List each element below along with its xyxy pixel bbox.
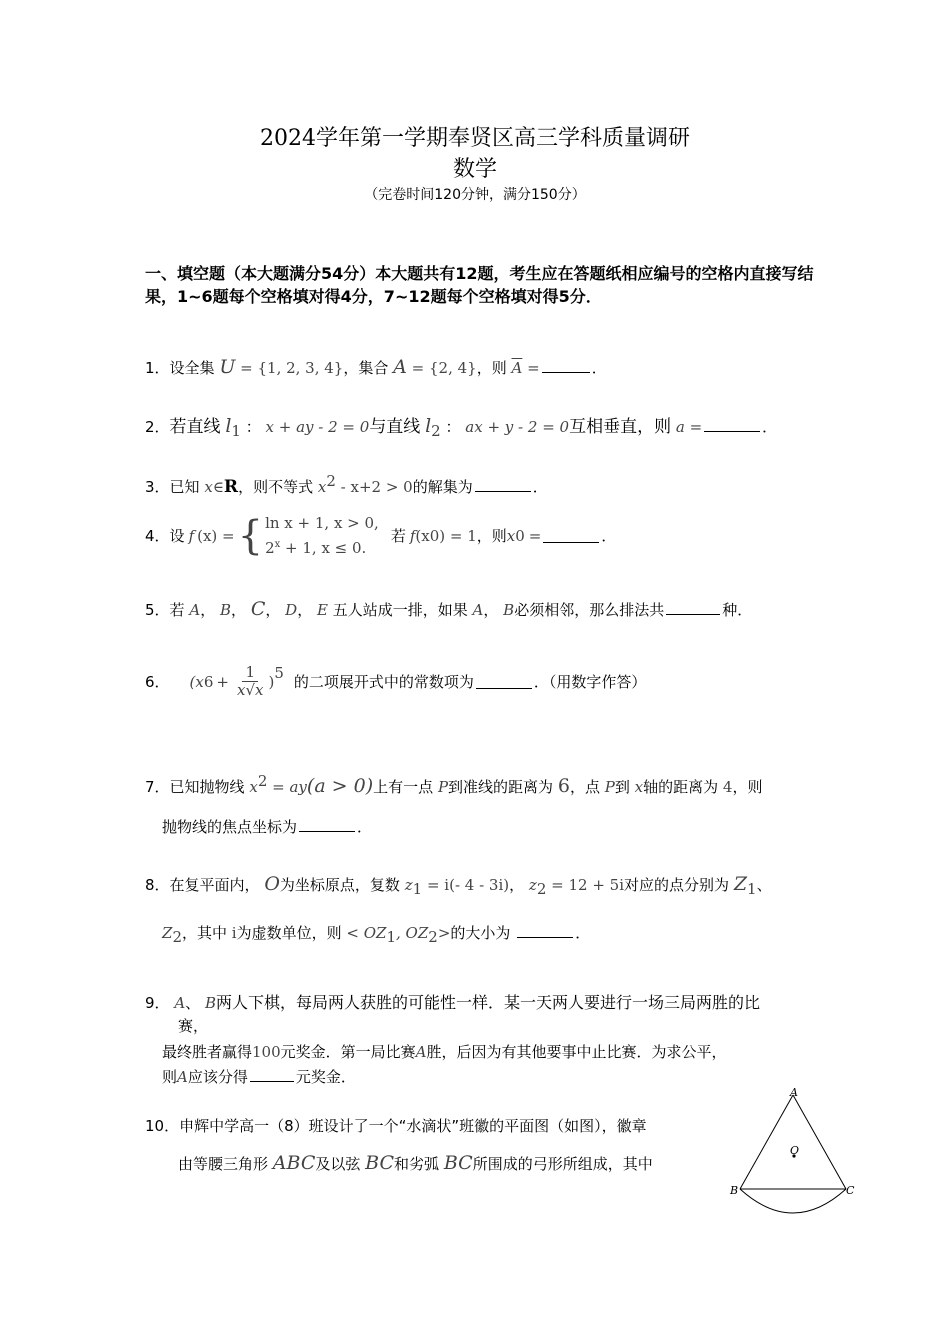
q5-sep-1: ，: [200, 601, 216, 619]
q5-math-b: B: [219, 601, 232, 619]
q2-number: 2．: [145, 418, 170, 436]
q2-text-2: 与直线: [369, 417, 421, 437]
q2-text-3: 互相垂直，则: [569, 417, 672, 437]
q5-math-d: D: [285, 601, 298, 619]
q2-colon-2: ：: [445, 418, 461, 436]
q10-math-abc: ABC: [272, 1152, 316, 1174]
q2-math-line-1: x + ay - 2 = 0: [265, 418, 370, 436]
question-10: [145, 1115, 647, 1136]
q9-line-3-amount: 100: [252, 1043, 281, 1061]
q5-math-b2: B: [503, 601, 515, 619]
question-10-line-2: [178, 1152, 653, 1174]
q6-number: 6．: [145, 673, 170, 691]
label-o: O: [790, 1144, 800, 1157]
q4-sub-2: 0: [515, 526, 525, 545]
q8-math-Z1: Z: [733, 873, 748, 895]
q7-math-x: x: [249, 778, 258, 796]
q10-line-2b: 及以弦: [315, 1155, 361, 1173]
q7-math-four: 4: [722, 778, 733, 796]
q6-math-close: ): [268, 672, 275, 691]
q5-text-1: 若: [169, 601, 185, 619]
q10-line-2a: 由等腰三角形: [178, 1155, 269, 1173]
exam-time-note: （完卷时间120分钟，满分150分）: [364, 187, 586, 203]
q6-numerator: 1: [242, 664, 258, 682]
q7-text-7: ，则: [732, 778, 763, 796]
q7-math-ay: = ay: [272, 778, 307, 796]
q4-text-3: ，则: [476, 527, 507, 545]
q3-text-3: 的解集为: [412, 478, 473, 496]
q5-sep-5: ，: [483, 601, 499, 619]
question-3: [145, 472, 548, 497]
q1-answer-blank[interactable]: [542, 358, 590, 373]
question-9-line-3: [162, 1041, 727, 1062]
q1-math-a: A: [393, 356, 407, 378]
q8-text-1: 在复平面内，: [169, 876, 260, 894]
q8-sub-1: 1: [412, 880, 423, 898]
q8-text-2: 为坐标原点，复数: [279, 876, 400, 894]
q9-number: 9．: [145, 994, 170, 1012]
q1-math-complement: $\overline{A}$: [511, 359, 523, 377]
q9-line-4c: 元奖金．: [295, 1068, 356, 1086]
q10-number: 10．: [145, 1117, 180, 1135]
q6-sup-2: 5: [274, 664, 284, 682]
q6-answer-blank[interactable]: [476, 674, 532, 689]
q9-line-2: 赛，: [178, 1017, 209, 1035]
q5-math-c: C: [250, 598, 266, 620]
q8-answer-blank[interactable]: [517, 923, 573, 938]
q9-math-b: B: [204, 994, 216, 1012]
q1-math-set-u: = {1, 2, 3, 4}: [240, 359, 344, 377]
q4-end: ．: [601, 527, 617, 545]
q8-math-o: O: [264, 873, 280, 895]
arc-bc: [740, 1189, 846, 1213]
q8-math-z1: z: [404, 876, 413, 894]
q6-math-plus: +: [216, 672, 229, 691]
q10-math-arc-bc: BC: [443, 1152, 473, 1174]
q2-sub-2: 2: [431, 422, 441, 440]
q9-line-3b: 元奖金．第一局比赛: [280, 1043, 416, 1061]
q7-sup: 2: [257, 772, 268, 790]
q3-number: 3．: [145, 478, 170, 496]
q7-end: ．: [357, 818, 373, 836]
q2-math-a: a: [675, 418, 685, 436]
q7-text-6: 轴的距离为: [643, 778, 719, 796]
q4-number: 4．: [145, 527, 170, 545]
q4-math-fx0: (x: [415, 526, 430, 545]
q3-text-2: ，则不等式: [238, 478, 314, 496]
q9-text-1: 、: [185, 994, 201, 1012]
q3-math-reals: R: [223, 477, 239, 497]
exam-title: 2024学年第一学期奉贤区高三学科质量调研: [260, 126, 690, 151]
q4-cases: [265, 512, 379, 559]
q8-math-z1-value: = i(- 4 - 3i): [426, 876, 510, 894]
q8-text-7: 为虚数单位，则: [236, 924, 342, 942]
question-7: [145, 772, 762, 797]
q9-answer-blank[interactable]: [250, 1067, 294, 1082]
question-9-line-4: [162, 1066, 356, 1087]
q7-text-5: 到: [614, 778, 630, 796]
q4-math-fx: (x) =: [197, 526, 235, 545]
q7-line-2-text: 抛物线的焦点坐标为: [162, 818, 298, 836]
q1-number: 1．: [145, 359, 170, 377]
q5-end: 种．: [722, 601, 753, 619]
question-5: [145, 598, 752, 620]
q8-math-angle-mid: , OZ: [396, 924, 429, 942]
q4-math-x0: x: [506, 526, 516, 545]
q1-math-eq: =: [527, 359, 540, 377]
q6-math-open: (x: [189, 672, 204, 691]
q4-answer-blank[interactable]: [543, 528, 599, 543]
q7-math-p: P: [437, 778, 449, 796]
q5-math-a: A: [189, 601, 201, 619]
q2-math-l: l: [225, 415, 232, 437]
q2-math-line-2: ax + y - 2 = 0: [465, 418, 570, 436]
q10-line-2d: 所围成的弓形所组成，其中: [472, 1155, 653, 1173]
q3-math-in: ∈: [212, 478, 224, 496]
q8-math-angle-open: < OZ: [346, 924, 387, 942]
q2-text-1: 若直线: [169, 417, 221, 437]
q9-line-3a: 最终胜者赢得: [162, 1043, 253, 1061]
question-8-line-2: [162, 922, 590, 946]
q6-sup-1: 6: [203, 672, 214, 691]
q8-end: ．: [575, 924, 591, 942]
q8-math-i: i: [231, 924, 237, 942]
q8-sub-6: 2: [428, 928, 438, 946]
q10-line-2c: 和劣弧: [394, 1155, 440, 1173]
q5-sep-4: ，: [297, 601, 313, 619]
q4-case-1: ln x + 1, x > 0,: [265, 514, 379, 532]
q2-math-eq: =: [689, 418, 703, 436]
q8-text-6: ，其中: [181, 924, 227, 942]
label-c: C: [846, 1184, 855, 1197]
q9-line-4b: 应该分得: [187, 1068, 248, 1086]
q7-math-six: 6: [557, 775, 570, 797]
q8-sub-2: 2: [536, 880, 547, 898]
q4-text-1: 设: [169, 527, 185, 545]
q9-line-3-a: A: [415, 1043, 427, 1061]
q8-sub-5: 1: [386, 928, 396, 946]
q4-sub-1: 0: [429, 526, 440, 545]
q5-text-2: 五人站成一排，如果: [332, 601, 468, 619]
q8-sub-3: 1: [747, 880, 757, 898]
segment-ab: [740, 1095, 793, 1189]
question-6: [145, 664, 646, 699]
q8-sub-4: 2: [172, 928, 182, 946]
q9-line-3d: 胜，后因为有其他要事中止比赛．为求公平，: [426, 1043, 727, 1061]
question-4: [145, 512, 616, 559]
q8-math-Z2: Z: [162, 924, 173, 942]
q7-text-3: 到准线的距离为: [448, 778, 554, 796]
q5-text-3: 必须相邻，那么排法共: [514, 601, 665, 619]
q8-math-z2: z: [528, 876, 537, 894]
section-heading: 一、填空题（本大题满分54分）本大题共有12题，考生应在答题纸相应编号的空格内直接写结果，1~6题每个空格填对得4分，7~12题每个空格填对得5分．: [145, 264, 814, 306]
q7-number: 7．: [145, 778, 170, 796]
q7-answer-blank[interactable]: [299, 817, 355, 832]
q1-text-3: ，则: [476, 359, 507, 377]
q8-text-4: 对应的点分别为: [624, 876, 730, 894]
q8-number: 8．: [145, 876, 170, 894]
q7-text-4: ，点: [569, 778, 600, 796]
label-a: A: [790, 1086, 798, 1099]
q1-text-2: ，集合: [343, 359, 389, 377]
q5-sep-2: ，: [231, 601, 247, 619]
q4-text-2: 若: [390, 527, 406, 545]
q2-sub-1: 1: [231, 422, 241, 440]
q8-text-5: 、: [756, 876, 772, 894]
q4-case-2: $2^x + 1$, x ≤ 0.: [265, 539, 367, 557]
q8-text-8: 的大小为: [450, 924, 511, 942]
q5-number: 5．: [145, 601, 170, 619]
q7-text-2: 上有一点: [373, 778, 434, 796]
q10-text-1: 申辉中学高一（8）班设计了一个“水滴状”班徽的平面图（如图），徽章: [179, 1117, 647, 1135]
q9-line-4-a: A: [177, 1068, 188, 1086]
q3-end: ．: [532, 478, 548, 496]
q7-math-p2: P: [604, 778, 615, 796]
question-8: [145, 873, 772, 898]
question-9: [145, 990, 760, 1013]
segment-ac: [793, 1095, 846, 1189]
q3-text-1: 已知: [169, 478, 200, 496]
q4-math-f2: f: [409, 526, 416, 545]
q3-math-ineq: - x+2 > 0: [340, 478, 413, 496]
q8-math-angle-close: >: [437, 924, 451, 942]
label-b: B: [730, 1184, 739, 1197]
q3-math-x: x: [204, 478, 213, 496]
q7-math-x-axis: x: [634, 778, 644, 796]
q4-math-eq: =: [528, 526, 542, 545]
water-drop-badge-figure: [725, 1082, 865, 1222]
q7-text-1: 已知抛物线: [169, 778, 245, 796]
q3-answer-blank[interactable]: [475, 477, 531, 492]
q9-math-a: A: [174, 994, 186, 1012]
q9-text-2: 两人下棋，每局两人获胜的可能性一样．某一天两人要进行一场三局两胜的比: [216, 993, 761, 1012]
question-7-line-2: [162, 816, 372, 837]
q3-sup: 2: [326, 472, 336, 490]
q2-math-l2: l: [425, 415, 432, 437]
q6-fraction: [234, 664, 266, 699]
q10-math-bc: BC: [365, 1152, 395, 1174]
q1-math-u: U: [219, 356, 236, 378]
q2-answer-blank[interactable]: [704, 417, 760, 432]
q4-math-f: f: [188, 526, 195, 545]
q5-answer-blank[interactable]: [666, 600, 720, 615]
q6-denominator: x√x: [236, 681, 264, 699]
exam-subject: 数学: [452, 157, 497, 182]
q5-sep-3: ，: [265, 601, 281, 619]
q9-line-4a: 则: [162, 1068, 178, 1086]
q4-brace: {: [237, 512, 264, 559]
q6-end: ．（用数字作答）: [533, 673, 647, 691]
q8-text-3: ，: [509, 876, 525, 894]
q7-math-cond: (a > 0): [306, 775, 374, 797]
q4-math-eq1: ) = 1: [439, 526, 477, 545]
question-1: [145, 356, 607, 378]
q5-math-a2: A: [472, 601, 484, 619]
q8-math-z2-value: = 12 + 5i: [551, 876, 625, 894]
question-2: [145, 412, 777, 440]
q6-text-1: 的二项展开式中的常数项为: [293, 673, 474, 691]
q1-math-set-a: = {2, 4}: [411, 359, 477, 377]
q3-math-x2: x: [317, 478, 327, 496]
q2-colon-1: ：: [245, 418, 261, 436]
q1-text-1: 设全集: [169, 359, 215, 377]
q2-end: ．: [762, 418, 778, 436]
q1-end: ．: [591, 359, 607, 377]
q5-math-e: E: [316, 601, 328, 619]
